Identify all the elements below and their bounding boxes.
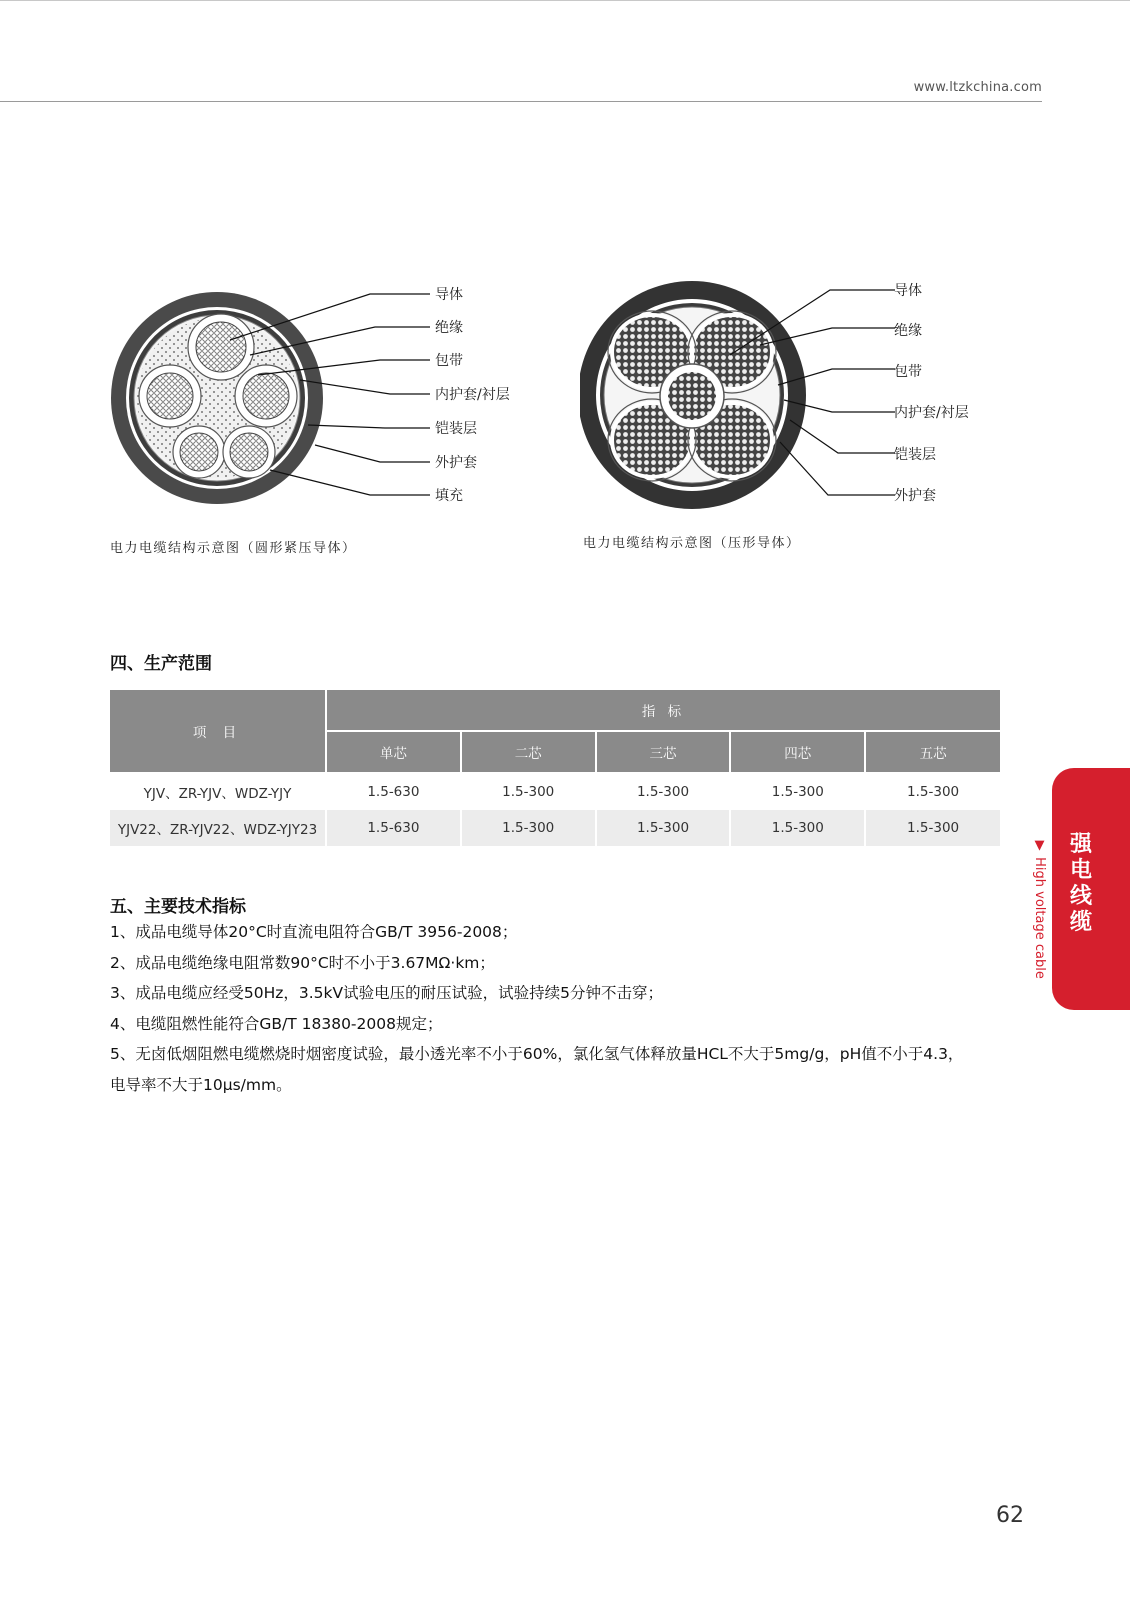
site-url: www.ltzkchina.com	[913, 80, 1042, 95]
top-border	[0, 0, 1130, 1]
table-header-four-core: 四芯	[730, 731, 865, 773]
table-cell: 1.5-300	[461, 773, 596, 810]
label-filler: 填充	[435, 488, 463, 504]
label-armour: 铠装层	[894, 447, 936, 463]
label-inner-sheath: 内护套/衬层	[894, 405, 969, 421]
label-insulation: 绝缘	[435, 320, 463, 336]
side-tab-english: ▼ High voltage cable	[1032, 838, 1047, 979]
label-wrapping-tape: 包带	[894, 364, 922, 380]
sector-conductor-cable-illustration	[580, 270, 1020, 530]
label-outer-sheath: 外护套	[435, 455, 477, 471]
spec-item: 5、无卤低烟阻燃电缆燃烧时烟密度试验，最小透光率不小于60%，氯化氢气体释放量HCL不大于5mg/g，pH值不小于4.3，	[110, 1045, 964, 1063]
spec-item: 3、成品电缆应经受50Hz，3.5kV试验电压的耐压试验，试验持续5分钟不击穿；	[110, 984, 663, 1002]
table-cell: 1.5-300	[596, 810, 731, 846]
table-cell: 1.5-630	[326, 773, 461, 810]
table-header-indicator: 指 标	[326, 690, 1000, 731]
table-header-three-core: 三芯	[596, 731, 731, 773]
page-number: 62	[996, 1503, 1024, 1528]
production-range-table	[110, 690, 1000, 846]
label-conductor: 导体	[435, 287, 463, 303]
table-cell: 1.5-300	[730, 810, 865, 846]
technical-specs-list	[110, 917, 1030, 1100]
spec-item: 2、成品电缆绝缘电阻常数90°C时不小于3.67MΩ·km；	[110, 953, 495, 972]
table-cell-model: YJV、ZR-YJV、WDZ-YJY	[110, 773, 326, 810]
side-tab-title: 强电线缆	[1069, 832, 1092, 935]
label-conductor: 导体	[894, 283, 922, 299]
table-row	[110, 810, 1000, 846]
section-5-title: 五、主要技术指标	[110, 897, 246, 917]
table-header-five-core: 五芯	[865, 731, 1000, 773]
table-cell: 1.5-300	[865, 773, 1000, 810]
spec-item: 1、成品电缆导体20°C时直流电阻符合GB/T 3956-2008；	[110, 923, 518, 941]
label-inner-sheath: 内护套/衬层	[435, 387, 510, 403]
label-armour: 铠装层	[435, 421, 477, 437]
caption-round-conductor: 电力电缆结构示意图（圆形紧压导体）	[110, 541, 357, 556]
section-4-title: 四、生产范围	[110, 654, 212, 674]
table-cell: 1.5-300	[865, 810, 1000, 846]
cable-diagram-round	[100, 270, 540, 530]
table-cell: 1.5-300	[730, 773, 865, 810]
label-insulation: 绝缘	[894, 323, 922, 339]
table-header-item: 项 目	[110, 690, 326, 773]
spec-item: 电导率不大于10μs/mm。	[110, 1075, 292, 1094]
cable-diagram-sector	[580, 270, 1020, 530]
table-cell: 1.5-630	[326, 810, 461, 846]
table-cell: 1.5-300	[596, 773, 731, 810]
label-outer-sheath: 外护套	[894, 488, 936, 504]
spec-item: 4、电缆阻燃性能符合GB/T 18380-2008规定；	[110, 1014, 443, 1033]
table-header-single-core: 单芯	[326, 731, 461, 773]
label-wrapping-tape: 包带	[435, 353, 463, 369]
table-header-two-core: 二芯	[461, 731, 596, 773]
table-row	[110, 773, 1000, 810]
table-cell-model: YJV22、ZR-YJV22、WDZ-YJY23	[110, 810, 326, 846]
caption-sector-conductor: 电力电缆结构示意图（压形导体）	[583, 536, 801, 551]
header-divider	[0, 101, 1042, 102]
table-cell: 1.5-300	[461, 810, 596, 846]
